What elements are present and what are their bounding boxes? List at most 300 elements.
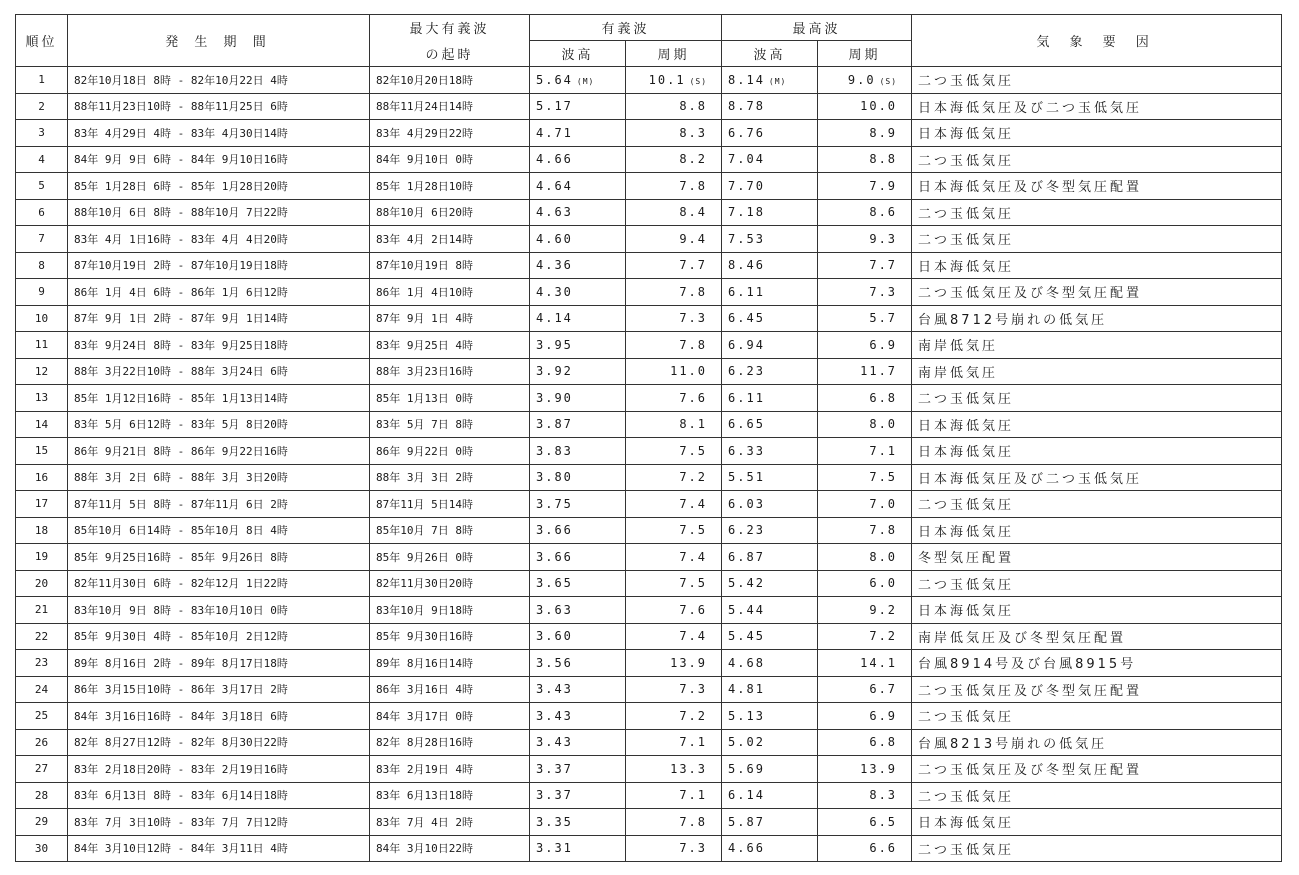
sig-height-cell-text: 4.63 [536, 205, 573, 220]
sig-period-cell-text: 7.5 [679, 443, 708, 458]
rank-cell [16, 305, 68, 332]
cause-cell-text: 二つ玉低気圧及び冬型気圧配置 [918, 683, 1143, 699]
max-period-cell [818, 146, 912, 173]
table-body [16, 67, 1282, 862]
sig-period-cell [626, 120, 722, 147]
table-row [16, 517, 1282, 544]
sig-height-cell [530, 623, 626, 650]
peak-time-cell [370, 544, 530, 571]
cause-cell-text: 二つ玉低気圧及び冬型気圧配置 [918, 763, 1143, 779]
period-cell [68, 173, 370, 200]
table-row [16, 703, 1282, 730]
max-period-cell-text: 6.8 [869, 735, 898, 750]
sig-height-cell-text: 3.43 [536, 708, 573, 723]
cause-cell [912, 385, 1282, 412]
period-cell [68, 491, 370, 518]
max-height-cell-text: 5.13 [728, 708, 765, 723]
cause-cell-text: 二つ玉低気圧 [918, 206, 1015, 222]
max-period-cell-text: 7.3 [869, 284, 898, 299]
sig-period-cell [626, 782, 722, 809]
cause-cell [912, 358, 1282, 385]
period-cell-text: 85年 1月12日16時 - 85年 1月13日14時 [74, 391, 288, 405]
max-period-cell-text: 7.2 [869, 629, 898, 644]
sig-height-cell [530, 226, 626, 253]
max-period-cell-text: 6.5 [869, 814, 898, 829]
sig-height-cell-text: 3.43 [536, 682, 573, 697]
rank-cell [16, 650, 68, 677]
max-period-cell [818, 517, 912, 544]
peak-time-cell [370, 729, 530, 756]
cause-cell [912, 623, 1282, 650]
cause-cell-text: 日本海低気圧 [918, 127, 1015, 143]
sig-period-cell-text: 8.8 [679, 99, 708, 114]
cause-cell-text: 二つ玉低気圧 [918, 153, 1015, 169]
sig-height-cell [530, 385, 626, 412]
period-cell [68, 464, 370, 491]
sig-period-cell-text: 13.3 [670, 761, 708, 776]
cause-cell [912, 729, 1282, 756]
peak-time-cell [370, 199, 530, 226]
rank-cell-text: 13 [34, 391, 49, 405]
cause-cell-text: 二つ玉低気圧 [918, 789, 1015, 805]
max-period-cell [818, 332, 912, 359]
rank-cell-text: 26 [34, 735, 49, 749]
cause-cell-text: 日本海低気圧 [918, 418, 1015, 434]
sig-height-cell-text: 3.75 [536, 496, 573, 511]
cause-cell [912, 411, 1282, 438]
sig-period-cell-text: 9.4 [679, 231, 708, 246]
max-period-cell [818, 67, 912, 94]
rank-cell [16, 438, 68, 465]
peak-time-cell [370, 252, 530, 279]
sig-height-cell-text: 3.31 [536, 841, 573, 856]
sig-height-cell [530, 332, 626, 359]
sig-period-cell-text: 8.2 [679, 152, 708, 167]
table-row [16, 729, 1282, 756]
sig-height-cell [530, 703, 626, 730]
table-row [16, 782, 1282, 809]
sig-period-cell-text: 7.6 [679, 602, 708, 617]
table-row [16, 358, 1282, 385]
max-height-cell [722, 332, 818, 359]
rank-cell [16, 703, 68, 730]
rank-cell [16, 809, 68, 836]
cause-cell [912, 279, 1282, 306]
max-height-cell-text: 6.23 [728, 364, 765, 379]
max-period-cell-text: 7.1 [869, 443, 898, 458]
cause-cell-text: 二つ玉低気圧 [918, 392, 1015, 408]
table-row [16, 756, 1282, 783]
table-row [16, 67, 1282, 94]
cause-cell-text: 台風8712号崩れの低気圧 [918, 312, 1108, 328]
period-cell-text: 85年 1月28日 6時 - 85年 1月28日20時 [74, 179, 288, 193]
period-cell [68, 835, 370, 862]
max-period-cell [818, 411, 912, 438]
sig-period-cell [626, 703, 722, 730]
rank-cell-text: 7 [38, 232, 45, 246]
max-period-cell [818, 835, 912, 862]
max-period-cell-text: 8.6 [869, 205, 898, 220]
rank-cell-text: 27 [34, 762, 49, 776]
sig-height-cell [530, 491, 626, 518]
header-rank: 順位 [16, 15, 68, 67]
max-height-cell [722, 226, 818, 253]
max-period-cell-text: 6.8 [869, 390, 898, 405]
period-cell [68, 411, 370, 438]
peak-time-cell-text: 82年 8月28日16時 [376, 736, 473, 750]
cause-cell-text: 南岸低気圧 [918, 339, 999, 355]
period-cell [68, 756, 370, 783]
max-period-cell-text: 8.3 [869, 788, 898, 803]
sig-period-cell-text: 11.0 [670, 364, 708, 379]
header-peak-time-line2: の起時 [370, 41, 530, 67]
sig-height-cell [530, 438, 626, 465]
peak-time-cell [370, 120, 530, 147]
peak-time-cell [370, 173, 530, 200]
sig-period-cell-text: 7.2 [679, 470, 708, 485]
table-row [16, 146, 1282, 173]
sig-period-cell-text: 8.1 [679, 417, 708, 432]
rank-cell [16, 252, 68, 279]
cause-cell [912, 756, 1282, 783]
rank-cell-text: 14 [34, 417, 49, 431]
max-height-cell-text: 6.14 [728, 788, 765, 803]
max-period-cell-text: 9.2 [869, 602, 898, 617]
rank-cell-text: 20 [34, 576, 49, 590]
sig-period-cell [626, 146, 722, 173]
max-period-cell [818, 93, 912, 120]
rank-cell-text: 25 [34, 709, 49, 723]
max-period-cell [818, 597, 912, 624]
max-height-cell-text: 8.78 [728, 99, 765, 114]
max-period-cell [818, 226, 912, 253]
peak-time-cell-text: 82年11月30日20時 [376, 577, 473, 591]
sig-height-cell [530, 835, 626, 862]
table-row [16, 385, 1282, 412]
cause-cell [912, 120, 1282, 147]
max-period-cell [818, 358, 912, 385]
sig-period-cell-text: 7.3 [679, 311, 708, 326]
peak-time-cell-text: 83年 4月 2日14時 [376, 232, 473, 246]
max-height-cell-text: 8.46 [728, 258, 765, 273]
max-height-cell [722, 67, 818, 94]
rank-cell-text: 8 [38, 258, 45, 272]
rank-cell-text: 21 [34, 603, 49, 617]
sig-height-cell-text: 3.95 [536, 337, 573, 352]
sig-height-cell-text: 3.56 [536, 655, 573, 670]
max-period-cell [818, 676, 912, 703]
peak-time-cell-text: 83年 6月13日18時 [376, 789, 473, 803]
sig-height-cell [530, 809, 626, 836]
cause-cell [912, 782, 1282, 809]
period-cell-text: 82年 8月27日12時 - 82年 8月30日22時 [74, 736, 288, 750]
cause-cell [912, 252, 1282, 279]
max-height-cell [722, 252, 818, 279]
sig-period-cell-text: 7.3 [679, 841, 708, 856]
max-period-cell-text: 7.5 [869, 470, 898, 485]
period-cell-text: 86年 3月15日10時 - 86年 3月17日 2時 [74, 683, 288, 697]
max-height-cell [722, 756, 818, 783]
rank-cell [16, 517, 68, 544]
header-max-period: 周期 [818, 41, 912, 67]
peak-time-cell [370, 93, 530, 120]
rank-cell-text: 4 [38, 152, 45, 166]
cause-cell-text: 南岸低気圧 [918, 365, 999, 381]
period-cell [68, 305, 370, 332]
header-peak-time-line1: 最大有義波 [370, 15, 530, 41]
table-row [16, 597, 1282, 624]
table-row [16, 332, 1282, 359]
sig-period-cell-text: 8.3 [679, 125, 708, 140]
period-cell-text: 88年10月 6日 8時 - 88年10月 7日22時 [74, 206, 288, 220]
table-row [16, 199, 1282, 226]
max-period-cell [818, 544, 912, 571]
peak-time-cell [370, 146, 530, 173]
sig-height-cell [530, 570, 626, 597]
sig-period-cell-text: 7.8 [679, 814, 708, 829]
max-height-cell-text: 4.68 [728, 655, 765, 670]
period-cell-text: 83年 2月18日20時 - 83年 2月19日16時 [74, 762, 288, 776]
rank-cell-text: 28 [34, 788, 49, 802]
period-cell-text: 85年10月 6日14時 - 85年10月 8日 4時 [74, 524, 288, 538]
max-period-cell-text: 14.1 [860, 655, 898, 670]
peak-time-cell-text: 89年 8月16日14時 [376, 656, 473, 670]
max-height-cell-text: 5.51 [728, 470, 765, 485]
max-height-cell [722, 650, 818, 677]
period-cell-text: 82年11月30日 6時 - 82年12月 1日22時 [74, 577, 288, 591]
sig-height-cell-text: 3.83 [536, 443, 573, 458]
cause-cell-text: 日本海低気圧 [918, 524, 1015, 540]
header-significant-wave: 有義波 [530, 15, 722, 41]
sig-height-cell-text: 4.71 [536, 125, 573, 140]
rank-cell [16, 173, 68, 200]
sig-period-cell [626, 438, 722, 465]
rank-cell-text: 22 [34, 629, 49, 643]
cause-cell [912, 93, 1282, 120]
max-period-cell-text: 7.0 [869, 496, 898, 511]
max-height-cell [722, 146, 818, 173]
max-height-cell-text: 8.14 [728, 72, 765, 87]
rank-cell [16, 93, 68, 120]
rank-cell-text: 15 [34, 444, 49, 458]
max-period-cell [818, 464, 912, 491]
sig-period-cell [626, 464, 722, 491]
cause-cell [912, 173, 1282, 200]
period-cell [68, 570, 370, 597]
max-period-cell [818, 305, 912, 332]
sig-height-cell [530, 305, 626, 332]
sig-period-cell-text: 7.4 [679, 496, 708, 511]
period-cell-text: 89年 8月16日 2時 - 89年 8月17日18時 [74, 656, 288, 670]
sig-height-cell-text: 3.37 [536, 788, 573, 803]
max-height-cell-text: 6.11 [728, 390, 765, 405]
sig-height-cell [530, 544, 626, 571]
max-height-cell-text: 6.65 [728, 417, 765, 432]
max-period-cell-text: 13.9 [860, 761, 898, 776]
header-max-height: 波高 [722, 41, 818, 67]
rank-cell [16, 491, 68, 518]
peak-time-cell-text: 83年10月 9日18時 [376, 603, 473, 617]
cause-cell [912, 835, 1282, 862]
period-cell [68, 146, 370, 173]
sig-height-cell-text: 3.37 [536, 761, 573, 776]
max-height-cell-text: 6.87 [728, 549, 765, 564]
period-cell [68, 93, 370, 120]
peak-time-cell [370, 597, 530, 624]
peak-time-cell-text: 85年 9月30日16時 [376, 630, 473, 644]
max-height-cell-text: 5.87 [728, 814, 765, 829]
max-height-cell [722, 411, 818, 438]
sig-height-cell-text: 3.60 [536, 629, 573, 644]
table-header [16, 15, 1282, 67]
peak-time-cell [370, 438, 530, 465]
peak-time-cell [370, 623, 530, 650]
period-cell [68, 252, 370, 279]
period-cell [68, 385, 370, 412]
period-cell [68, 358, 370, 385]
peak-time-cell-text: 82年10月20日18時 [376, 73, 473, 87]
rank-cell-text: 11 [34, 338, 49, 352]
sig-period-cell [626, 358, 722, 385]
max-height-cell [722, 173, 818, 200]
sig-height-cell [530, 93, 626, 120]
max-period-cell [818, 438, 912, 465]
max-period-cell-text: 6.9 [869, 337, 898, 352]
rank-cell-text: 2 [38, 99, 45, 113]
period-cell-text: 87年10月19日 2時 - 87年10月19日18時 [74, 259, 288, 273]
sig-height-cell [530, 411, 626, 438]
peak-time-cell [370, 650, 530, 677]
peak-time-cell-text: 84年 3月10日22時 [376, 842, 473, 856]
cause-cell-text: 日本海低気圧及び冬型気圧配置 [918, 180, 1143, 196]
cause-cell-text: 台風8213号崩れの低気圧 [918, 736, 1108, 752]
sig-period-cell-text: 7.4 [679, 549, 708, 564]
table-row [16, 676, 1282, 703]
cause-cell-text: 二つ玉低気圧 [918, 577, 1015, 593]
period-cell [68, 199, 370, 226]
peak-time-cell-text: 83年 2月19日 4時 [376, 762, 473, 776]
period-cell-text: 87年 9月 1日 2時 - 87年 9月 1日14時 [74, 312, 288, 326]
max-period-cell [818, 570, 912, 597]
table-row [16, 93, 1282, 120]
cause-cell-text: 日本海低気圧 [918, 816, 1015, 832]
period-cell [68, 332, 370, 359]
peak-time-cell-text: 85年10月 7日 8時 [376, 524, 473, 538]
rank-cell [16, 676, 68, 703]
max-period-cell [818, 623, 912, 650]
sig-height-cell-text: 4.60 [536, 231, 573, 246]
period-cell-text: 82年10月18日 8時 - 82年10月22日 4時 [74, 73, 288, 87]
rank-cell-text: 5 [38, 179, 45, 193]
period-cell [68, 544, 370, 571]
sig-period-cell [626, 385, 722, 412]
peak-time-cell [370, 676, 530, 703]
sig-height-cell [530, 252, 626, 279]
period-cell-text: 83年 6月13日 8時 - 83年 6月14日18時 [74, 789, 288, 803]
cause-cell-text: 日本海低気圧 [918, 445, 1015, 461]
sig-period-cell-text: 7.4 [679, 629, 708, 644]
peak-time-cell-text: 88年 3月23日16時 [376, 365, 473, 379]
sig-period-cell-text: 7.2 [679, 708, 708, 723]
peak-time-cell [370, 809, 530, 836]
rank-cell-text: 23 [34, 656, 49, 670]
sig-period-cell [626, 199, 722, 226]
table-row [16, 411, 1282, 438]
max-period-cell [818, 120, 912, 147]
max-height-cell-text: 7.70 [728, 178, 765, 193]
cause-cell [912, 517, 1282, 544]
max-height-cell [722, 358, 818, 385]
rank-cell-text: 9 [38, 285, 45, 299]
rank-cell-text: 17 [34, 497, 49, 511]
cause-cell [912, 676, 1282, 703]
table-row [16, 438, 1282, 465]
sig-height-cell [530, 120, 626, 147]
period-cell-text: 86年 9月21日 8時 - 86年 9月22日16時 [74, 444, 288, 458]
sig-height-cell-text: 3.63 [536, 602, 573, 617]
period-cell-text: 84年 3月10日12時 - 84年 3月11日 4時 [74, 842, 288, 856]
peak-time-cell-text: 88年11月24日14時 [376, 100, 473, 114]
sig-height-cell-text: 3.65 [536, 576, 573, 591]
header-sig-height: 波高 [530, 41, 626, 67]
rank-cell [16, 279, 68, 306]
max-height-cell-text: 7.18 [728, 205, 765, 220]
rank-cell [16, 120, 68, 147]
max-height-cell [722, 93, 818, 120]
sig-height-cell-text: 4.66 [536, 152, 573, 167]
rank-cell [16, 67, 68, 94]
max-period-cell [818, 199, 912, 226]
sig-period-cell-text: 7.8 [679, 178, 708, 193]
sig-height-cell [530, 358, 626, 385]
max-period-cell-text: 7.7 [869, 258, 898, 273]
max-height-cell-text: 5.45 [728, 629, 765, 644]
cause-cell [912, 305, 1282, 332]
period-cell-text: 86年 1月 4日 6時 - 86年 1月 6日12時 [74, 285, 288, 299]
cause-cell-text: 台風8914号及び台風8915号 [918, 657, 1137, 673]
sig-period-cell [626, 676, 722, 703]
sig-height-cell-text: 3.66 [536, 523, 573, 538]
rank-cell-text: 1 [38, 73, 45, 87]
rank-cell-text: 16 [34, 470, 49, 484]
cause-cell [912, 146, 1282, 173]
sig-period-cell [626, 597, 722, 624]
period-cell-text: 85年 9月25日16時 - 85年 9月26日 8時 [74, 550, 288, 564]
cause-cell-text: 二つ玉低気圧 [918, 842, 1015, 858]
max-period-cell-text: 6.6 [869, 841, 898, 856]
rank-cell [16, 597, 68, 624]
sig-height-cell-text: 3.66 [536, 549, 573, 564]
period-cell-text: 85年 9月30日 4時 - 85年10月 2日12時 [74, 630, 288, 644]
sig-height-cell [530, 676, 626, 703]
peak-time-cell [370, 226, 530, 253]
period-cell [68, 729, 370, 756]
peak-time-cell-text: 83年 7月 4日 2時 [376, 815, 473, 829]
period-cell-text: 83年 4月 1日16時 - 83年 4月 4日20時 [74, 232, 288, 246]
peak-time-cell-text: 83年 4月29日22時 [376, 126, 473, 140]
max-height-cell-text: 7.53 [728, 231, 765, 246]
peak-time-cell [370, 358, 530, 385]
max-period-cell-text: 7.8 [869, 523, 898, 538]
cause-cell [912, 226, 1282, 253]
sig-period-cell-text: 8.4 [679, 205, 708, 220]
table-row [16, 809, 1282, 836]
table-row [16, 623, 1282, 650]
max-period-cell [818, 491, 912, 518]
max-period-cell-text: 8.0 [869, 549, 898, 564]
sig-period-cell [626, 517, 722, 544]
max-period-cell [818, 729, 912, 756]
